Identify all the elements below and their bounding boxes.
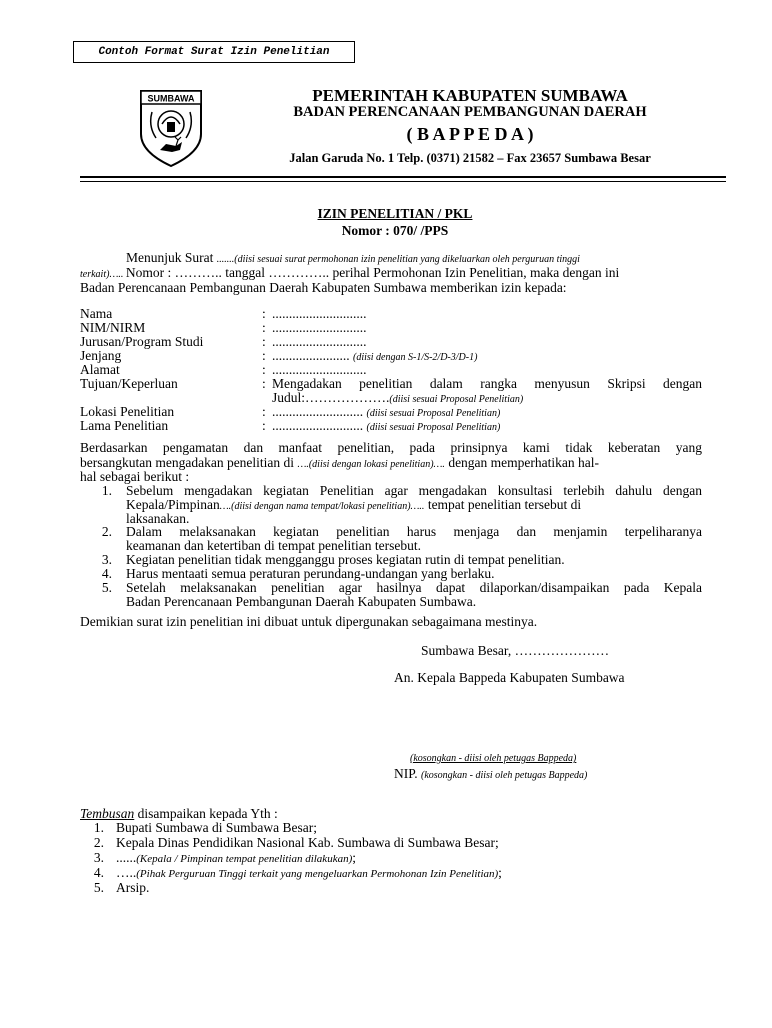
- field-value: Judul:……………….(diisi sesuai Proposal Penelitian): [272, 390, 524, 405]
- field-label: Tujuan/Keperluan: [80, 376, 178, 391]
- body-line1: Berdasarkan pengamatan dan manfaat penelitian, pada prinsipnya kami tidak keberatan yang: [80, 440, 702, 455]
- field-value: Mengadakan penelitian dalam rangka menyusun Skripsi dengan: [272, 376, 702, 391]
- field-label: NIM/NIRM: [80, 320, 146, 335]
- field-colon: :: [262, 376, 266, 391]
- field-value: ............................: [272, 320, 367, 335]
- field-colon: :: [262, 362, 266, 377]
- document-label: Contoh Format Surat Izin Penelitian: [73, 41, 355, 63]
- list-item: Dalam melaksanakan kegiatan penelitian harus menjaga dan menjamin terpeliharanya: [126, 524, 702, 539]
- list-number: 5.: [101, 580, 112, 595]
- field-label: Jenjang: [80, 348, 122, 363]
- list-item: keamanan dan ketertiban di tempat penelitian tersebut.: [126, 538, 422, 553]
- cc-heading: Tembusan disampaikan kepada Yth :: [80, 806, 278, 821]
- signature-on-behalf: An. Kepala Bappeda Kabupaten Sumbawa: [394, 670, 625, 685]
- letterhead-address: Jalan Garuda No. 1 Telp. (0371) 21582 – Fax 23657 Sumbawa Besar: [289, 151, 651, 165]
- list-item: laksanakan.: [126, 511, 190, 526]
- signature-place-date: Sumbawa Besar, …………………: [421, 643, 610, 658]
- field-colon: :: [262, 334, 266, 349]
- list-number: 3.: [93, 850, 104, 865]
- letterhead-rule-thin: [80, 181, 726, 182]
- field-colon: :: [262, 404, 266, 419]
- field-colon: :: [262, 348, 266, 363]
- field-value: ............................: [272, 306, 367, 321]
- field-value: ............................: [272, 362, 367, 377]
- list-item: Arsip.: [116, 880, 150, 895]
- field-value: ....................... (diisi dengan S-1/S-2/D-3/D-1): [272, 348, 478, 363]
- list-item: Setelah melaksanakan penelitian agar hasilnya dapat dilaporkan/disampaikan pada Kepala: [126, 580, 702, 595]
- list-number: 4.: [93, 865, 104, 880]
- intro-line1: Menunjuk Surat .......(diisi sesuai surat permohonan izin penelitian yang dikeluarkan oleh perguruan tinggi: [126, 250, 580, 265]
- list-item: Kepala/Pimpinan….(diisi dengan nama tempat/lokasi penelitian)….. tempat penelitian tersebut di: [126, 497, 582, 512]
- field-value: ............................: [272, 334, 367, 349]
- field-colon: :: [262, 418, 266, 433]
- field-value: ........................... (diisi sesuai Proposal Penelitian): [272, 404, 501, 419]
- list-number: 2.: [93, 835, 104, 850]
- letterhead-line1: PEMERINTAH KABUPATEN SUMBAWA: [312, 86, 628, 105]
- signature-nip: NIP. (kosongkan - diisi oleh petugas Bappeda): [394, 766, 588, 781]
- intro-line2: terkait)….. Nomor : ……….. tanggal ………….. perihal Permohonan Izin Penelitian, maka dengan ini: [80, 265, 620, 280]
- list-item: Badan Perencanaan Pembangunan Daerah Kabupaten Sumbawa.: [126, 594, 477, 609]
- list-item: Bupati Sumbawa di Sumbawa Besar;: [116, 820, 317, 835]
- field-label: Lama Penelitian: [80, 418, 169, 433]
- list-number: 1.: [101, 483, 112, 498]
- list-number: 1.: [93, 820, 104, 835]
- list-item: Kegiatan penelitian tidak mengganggu proses kegiatan rutin di tempat penelitian.: [126, 552, 565, 567]
- field-label: Jurusan/Program Studi: [80, 334, 204, 349]
- closing-sentence: Demikian surat izin penelitian ini dibuat untuk dipergunakan sebagaimana mestinya.: [80, 614, 538, 629]
- field-colon: :: [262, 306, 266, 321]
- intro-line3: Badan Perencanaan Pembangunan Daerah Kabupaten Sumbawa memberikan izin kepada:: [80, 280, 567, 295]
- list-item: ......(Kepala / Pimpinan tempat penelitian dilakukan);: [116, 850, 357, 865]
- body-line2: bersangkutan mengadakan penelitian di ….(diisi dengan lokasi penelitian)…. dengan memperhatikan hal-: [80, 455, 600, 470]
- field-label: Alamat: [80, 362, 120, 377]
- list-item: Sebelum mengadakan kegiatan Penelitian agar mengadakan konsultasi terlebih dahulu dengan: [126, 483, 702, 498]
- document-title: IZIN PENELITIAN / PKL: [317, 206, 473, 221]
- document-number: Nomor : 070/ /PPS: [341, 223, 449, 238]
- body-line3: hal sebagai berikut :: [80, 469, 190, 484]
- field-label: Lokasi Penelitian: [80, 404, 175, 419]
- field-value: ........................... (diisi sesuai Proposal Penelitian): [272, 418, 501, 433]
- list-number: 2.: [101, 524, 112, 539]
- list-item: Harus mentaati semua peraturan perundang-undangan yang berlaku.: [126, 566, 495, 581]
- signature-name: (kosongkan - diisi oleh petugas Bappeda): [410, 753, 577, 764]
- field-colon: :: [262, 320, 266, 335]
- sumbawa-logo-icon: [138, 88, 204, 168]
- list-number: 5.: [93, 880, 104, 895]
- letterhead-line3: ( B A P P E D A ): [406, 124, 534, 144]
- list-number: 4.: [101, 566, 112, 581]
- logo-text: SUMBAWA: [147, 93, 195, 104]
- list-item: Kepala Dinas Pendidikan Nasional Kab. Sumbawa di Sumbawa Besar;: [116, 835, 499, 850]
- field-label: Nama: [80, 306, 113, 321]
- list-item: …..(Pihak Perguruan Tinggi terkait yang mengeluarkan Permohonan Izin Penelitian);: [116, 865, 502, 880]
- letterhead-rule-thick: [80, 176, 726, 178]
- letterhead-line2: BADAN PERENCANAAN PEMBANGUNAN DAERAH: [293, 104, 647, 120]
- list-number: 3.: [101, 552, 112, 567]
